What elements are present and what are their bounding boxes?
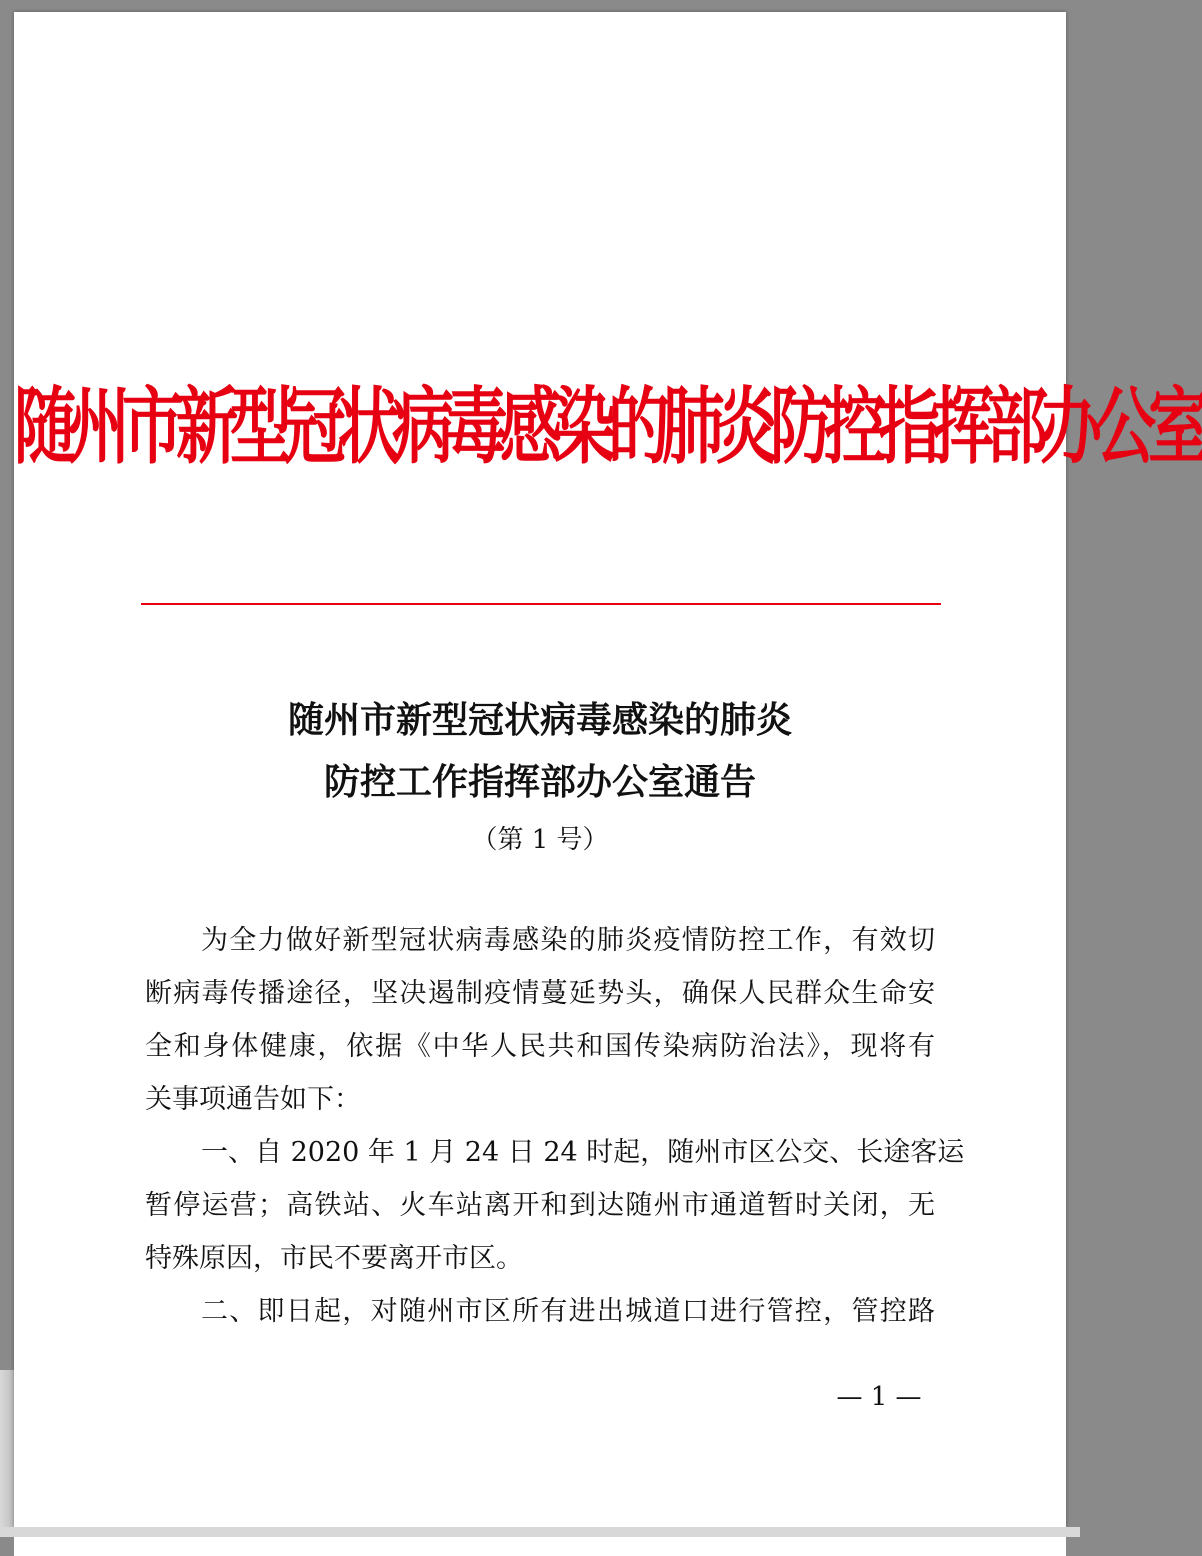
body-line: 全和身体健康，依据《中华人民共和国传染病防治法》，现将有 <box>145 1031 935 1062</box>
page-number: — 1 — <box>836 1382 922 1412</box>
notice-title-line-1: 随州市新型冠状病毒感染的肺炎 <box>287 699 792 741</box>
body-line: 二、即日起，对随州市区所有进出城道口进行管控，管控路 <box>201 1296 935 1327</box>
body-line: 暂停运营；高铁站、火车站离开和到达随州市通道暂时关闭，无 <box>145 1190 935 1221</box>
body-line: 断病毒传播途径，坚决遏制疫情蔓延势头，确保人民群众生命安 <box>145 978 935 1009</box>
notice-title-line-2: 防控工作指挥部办公室通告 <box>323 761 756 803</box>
viewer-edge-shadow <box>0 1370 14 1530</box>
page-separator <box>0 1527 1080 1537</box>
document-number: （第 1 号） <box>471 825 609 855</box>
body-line: 一、自 2020 年 1 月 24 日 24 时起，随州市区公交、长途客运 <box>201 1137 965 1168</box>
issuer-red-header: 随州市新型冠状病毒感染的肺炎防控指挥部办公室 <box>14 377 1202 476</box>
body-line: 为全力做好新型冠状病毒感染的肺炎疫情防控工作，有效切 <box>201 925 935 956</box>
body-line: 特殊原因，市民不要离开市区。 <box>145 1243 523 1274</box>
document-page[interactable] <box>14 12 1202 1527</box>
body-line: 关事项通告如下： <box>145 1084 361 1115</box>
next-page-top[interactable] <box>14 1537 1066 1556</box>
red-divider-line <box>141 603 941 605</box>
